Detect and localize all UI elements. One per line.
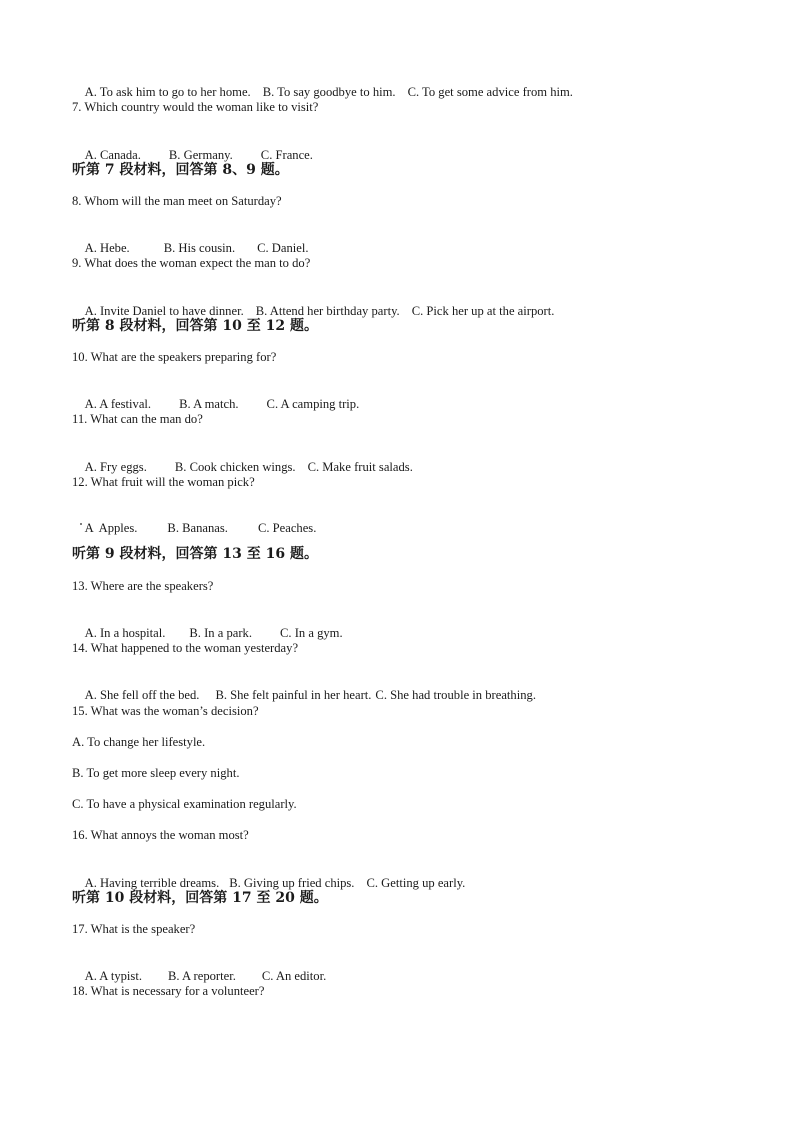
question-17: 17. What is the speaker? bbox=[72, 922, 196, 936]
question-16: 16. What annoys the woman most? bbox=[72, 828, 249, 842]
stray-mark bbox=[80, 523, 82, 525]
question-18: 18. What is necessary for a volunteer? bbox=[72, 984, 265, 998]
option-c: C. France. bbox=[260, 148, 313, 162]
section-heading: 听第 8 段材料，回答第 10 至 12 题。 bbox=[72, 318, 318, 334]
option-b: B. His cousin. bbox=[163, 241, 236, 255]
option-c: C. Getting up early. bbox=[366, 876, 466, 890]
section-heading: 听第 7 段材料，回答第 8、9 题。 bbox=[72, 162, 289, 178]
option-a: A. Invite Daniel to have dinner. bbox=[84, 304, 244, 318]
option-a: A. Fry eggs. bbox=[84, 460, 147, 474]
option-a: A. In a hospital. bbox=[84, 626, 166, 640]
option-b-line: B. To get more sleep every night. bbox=[72, 766, 240, 780]
question-14: 14. What happened to the woman yesterday? bbox=[72, 641, 299, 655]
question-9: 9. What does the woman expect the man to do? bbox=[72, 256, 311, 270]
option-a: A. She fell off the bed. bbox=[84, 688, 200, 702]
question-15: 15. What was the woman’s decision? bbox=[72, 704, 259, 718]
option-a-line: A. To change her lifestyle. bbox=[72, 735, 206, 749]
option-b: B. To say goodbye to him. bbox=[262, 85, 396, 99]
option-a: A. Canada. bbox=[84, 148, 141, 162]
option-b: B. In a park. bbox=[189, 626, 252, 640]
option-b: B. A match. bbox=[179, 397, 239, 411]
question-13: 13. Where are the speakers? bbox=[72, 579, 214, 593]
option-a: A. To ask him to go to her home. bbox=[84, 85, 251, 99]
question-10: 10. What are the speakers preparing for? bbox=[72, 350, 277, 364]
option-c: C. In a gym. bbox=[280, 626, 343, 640]
option-b: B. A reporter. bbox=[167, 969, 236, 983]
option-b: B. Bananas. bbox=[167, 521, 228, 535]
question-11: 11. What can the man do? bbox=[72, 412, 203, 426]
option-c: C. A camping trip. bbox=[266, 397, 360, 411]
option-b: B. Attend her birthday party. bbox=[255, 304, 400, 318]
option-b: B. Germany. bbox=[168, 148, 233, 162]
option-c: C. Daniel. bbox=[257, 241, 309, 255]
option-c: C. Peaches. bbox=[257, 521, 317, 535]
option-b: B. Giving up fried chips. bbox=[229, 876, 355, 890]
option-b: B. She felt painful in her heart. bbox=[215, 688, 372, 702]
question-7: 7. Which country would the woman like to visit? bbox=[72, 100, 319, 114]
section-heading: 听第 10 段材料，回答第 17 至 20 题。 bbox=[72, 890, 328, 906]
option-c: C. To get some advice from him. bbox=[407, 85, 573, 99]
option-a: A Apples. bbox=[84, 521, 138, 535]
option-a: A. Hebe. bbox=[84, 241, 130, 255]
option-a: A. Having terrible dreams. bbox=[84, 876, 220, 890]
question-12: 12. What fruit will the woman pick? bbox=[72, 475, 255, 489]
option-b: B. Cook chicken wings. bbox=[174, 460, 296, 474]
option-c: C. An editor. bbox=[261, 969, 327, 983]
option-a: A. A festival. bbox=[84, 397, 152, 411]
option-c: C. Pick her up at the airport. bbox=[411, 304, 555, 318]
option-c-line: C. To have a physical examination regularly. bbox=[72, 797, 297, 811]
question-8: 8. Whom will the man meet on Saturday? bbox=[72, 194, 282, 208]
option-c: C. She had trouble in breathing. bbox=[375, 688, 536, 702]
option-a: A. A typist. bbox=[84, 969, 142, 983]
option-c: C. Make fruit salads. bbox=[307, 460, 413, 474]
section-heading: 听第 9 段材料，回答第 13 至 16 题。 bbox=[72, 546, 318, 562]
